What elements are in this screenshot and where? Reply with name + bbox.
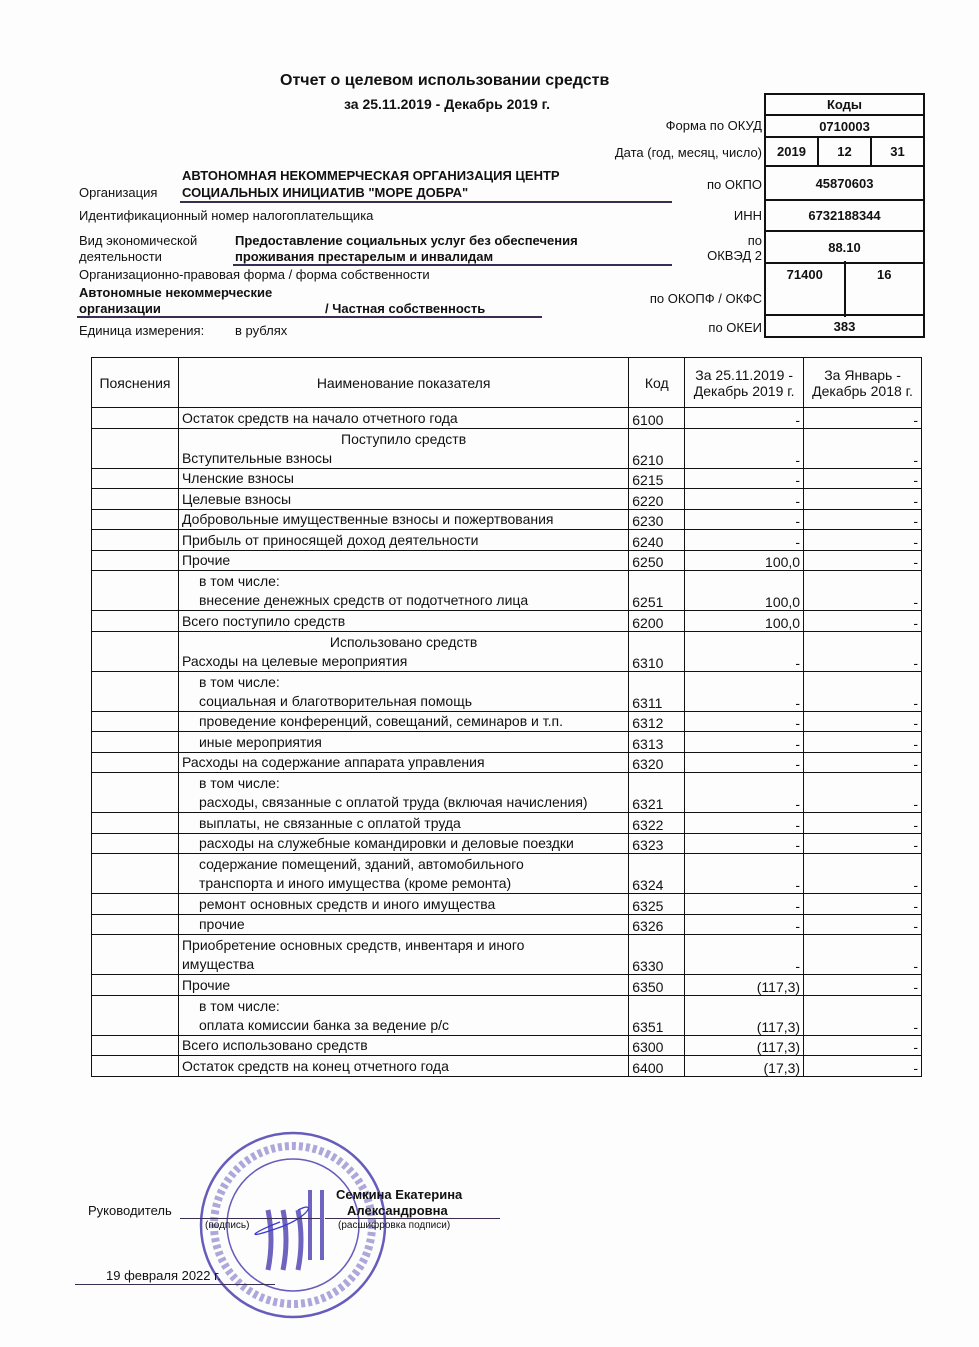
inn-code-label: ИНН (733, 208, 762, 223)
row-name: проведение конференций, совещаний, семинаров и т.п. (198, 713, 563, 729)
table-row (92, 611, 922, 632)
row-name-cell (178, 571, 628, 611)
row-previous-value: - (804, 671, 922, 711)
row-name-cell (178, 611, 628, 632)
date-year: 2019 (777, 144, 806, 159)
row-current-value: - (685, 914, 804, 935)
signature-line (180, 1218, 320, 1219)
okpo-code: 45870603 (815, 175, 874, 191)
row-name-cell (178, 428, 628, 468)
table-row (92, 489, 922, 510)
row-code: 6220 (629, 489, 685, 510)
row-subheading: Поступило средств (341, 430, 467, 447)
table-row (92, 732, 922, 753)
row-code: 6323 (629, 833, 685, 854)
row-previous-value: - (804, 752, 922, 773)
okei-code: 383 (833, 318, 856, 334)
row-name: имущества (181, 956, 255, 972)
report-title: Отчет о целевом использовании средств (280, 72, 610, 89)
row-code: 6321 (629, 773, 685, 813)
activity-label-2: деятельности (79, 249, 162, 264)
row-code: 6230 (629, 509, 685, 530)
row-previous-value: - (804, 408, 922, 429)
row-subheading: в том числе: (198, 573, 280, 589)
row-previous-value: - (804, 530, 922, 551)
table-header-row (92, 358, 922, 408)
signer-name-2: Александровна (347, 1203, 448, 1218)
row-previous-value: - (804, 468, 922, 489)
row-current-value: - (685, 894, 804, 915)
codes-header: Коды (826, 97, 863, 112)
table-row (92, 1056, 922, 1077)
row-name: оплата комиссии банка за ведение р/с (198, 1016, 449, 1033)
row-name-cell (178, 408, 628, 429)
table-row (92, 711, 922, 732)
table-row (92, 935, 922, 975)
report-table (91, 357, 922, 1077)
row-code: 6325 (629, 894, 685, 915)
okopf-code: 71400 (786, 267, 823, 282)
row-previous-value: - (804, 631, 922, 671)
row-code: 6400 (629, 1056, 685, 1077)
row-code: 6322 (629, 813, 685, 834)
table-row (92, 671, 922, 711)
table-row (92, 530, 922, 551)
row-name: внесение денежных средств от подотчетного лица (198, 592, 529, 608)
row-name: Прочие (181, 976, 231, 993)
date-label: Дата (год, месяц, число) (614, 145, 762, 160)
row-name-cell (178, 995, 628, 1035)
inn-code: 6732188344 (808, 208, 881, 223)
row-current-value: - (685, 489, 804, 510)
row-previous-value: - (804, 571, 922, 611)
signature-date: 19 февраля 2022 г. (106, 1268, 221, 1283)
okud-label: Форма по ОКУД (665, 118, 762, 133)
row-previous-value: - (804, 1035, 922, 1056)
row-current-value: 100,0 (685, 611, 804, 632)
table-row (92, 854, 922, 894)
okopf-label: по ОКОПФ / ОКФС (649, 291, 762, 306)
table-row (92, 408, 922, 429)
row-notes (92, 894, 179, 915)
row-subheading: Приобретение основных средств, инвентаря и иного (181, 937, 525, 953)
row-name-cell (178, 854, 628, 894)
activity-line1: Предоставление социальных услуг без обеспечения (235, 233, 578, 248)
table-row (92, 428, 922, 468)
org-underline (180, 201, 672, 203)
col-header-code: Код (629, 358, 685, 408)
row-notes (92, 975, 179, 996)
row-notes (92, 489, 179, 510)
row-code: 6312 (629, 711, 685, 732)
row-name-cell (178, 468, 628, 489)
row-notes (92, 1056, 179, 1077)
table-row (92, 773, 922, 813)
row-name: расходы на служебные командировки и деловые поездки (198, 835, 574, 851)
okud-code: 0710003 (819, 118, 870, 134)
table-row (92, 975, 922, 996)
row-name-cell (178, 732, 628, 753)
row-name-cell (178, 894, 628, 915)
row-notes (92, 530, 179, 551)
row-name-cell (178, 935, 628, 975)
row-previous-value: - (804, 489, 922, 510)
row-name: Вступительные взносы (181, 449, 333, 466)
row-current-value: - (685, 509, 804, 530)
signature-role: Руководитель (88, 1203, 172, 1218)
row-notes (92, 611, 179, 632)
row-notes (92, 671, 179, 711)
row-subheading: в том числе: (198, 775, 280, 791)
row-notes (92, 571, 179, 611)
row-name-cell (178, 773, 628, 813)
row-subheading: Использовано средств (329, 633, 478, 650)
row-name: Расходы на целевые мероприятия (181, 652, 408, 669)
row-name: прочие (198, 916, 245, 932)
row-current-value: - (685, 428, 804, 468)
date-month: 12 (817, 138, 870, 165)
row-name-cell (178, 914, 628, 935)
table-row (92, 833, 922, 854)
row-code: 6210 (629, 428, 685, 468)
row-name-cell (178, 975, 628, 996)
row-current-value: (117,3) (685, 995, 804, 1035)
row-name: Целевые взносы (181, 490, 292, 507)
row-name-cell (178, 489, 628, 510)
row-current-value: - (685, 732, 804, 753)
row-code: 6300 (629, 1035, 685, 1056)
report-period: за 25.11.2019 - Декабрь 2019 г. (344, 96, 550, 112)
okfs-code: 16 (844, 261, 924, 317)
row-notes (92, 935, 179, 975)
row-current-value: - (685, 408, 804, 429)
row-name: Расходы на содержание аппарата управления (181, 754, 485, 770)
org-label: Организация (79, 185, 158, 200)
row-previous-value: - (804, 894, 922, 915)
org-name-line2: СОЦИАЛЬНЫХ ИНИЦИАТИВ "МОРЕ ДОБРА" (182, 185, 469, 200)
row-previous-value: - (804, 833, 922, 854)
codes-box (764, 93, 925, 338)
table-row (92, 509, 922, 530)
row-code: 6311 (629, 671, 685, 711)
row-code: 6250 (629, 550, 685, 571)
okved-label-1: по (747, 233, 762, 248)
row-notes (92, 468, 179, 489)
row-code: 6326 (629, 914, 685, 935)
row-previous-value: - (804, 975, 922, 996)
row-code: 6351 (629, 995, 685, 1035)
row-current-value: - (685, 833, 804, 854)
table-row (92, 550, 922, 571)
row-code: 6200 (629, 611, 685, 632)
legal-underline (77, 316, 542, 318)
table-row (92, 813, 922, 834)
table-row (92, 571, 922, 611)
row-code: 6240 (629, 530, 685, 551)
row-previous-value: - (804, 914, 922, 935)
table-row (92, 1035, 922, 1056)
row-notes (92, 550, 179, 571)
ownership-form: / Частная собственность (325, 301, 486, 316)
row-name: Добровольные имущественные взносы и пожертвования (181, 511, 554, 527)
table-row (92, 995, 922, 1035)
row-name-cell (178, 813, 628, 834)
row-name-cell (178, 631, 628, 671)
row-name: Остаток средств на конец отчетного года (181, 1057, 449, 1074)
row-code: 6313 (629, 732, 685, 753)
row-previous-value: - (804, 1056, 922, 1077)
row-subheading: в том числе: (198, 997, 280, 1014)
row-notes (92, 711, 179, 732)
row-notes (92, 732, 179, 753)
row-current-value: - (685, 468, 804, 489)
date-day: 31 (870, 138, 923, 165)
row-notes (92, 833, 179, 854)
signer-name-1: Семкина Екатерина (336, 1187, 463, 1202)
okved-code: 88.10 (828, 239, 861, 255)
legal-label: Организационно-правовая форма / форма собственности (79, 267, 430, 282)
row-name: Членские взносы (181, 470, 294, 486)
row-previous-value: - (804, 935, 922, 975)
col-header-notes: Пояснения (92, 358, 179, 408)
row-name: Остаток средств на начало отчетного года (181, 409, 458, 426)
name-line (325, 1218, 500, 1219)
okpo-label: по ОКПО (706, 177, 762, 192)
row-previous-value: - (804, 509, 922, 530)
row-name: ремонт основных средств и иного имущества (198, 895, 496, 912)
row-current-value: (117,3) (685, 975, 804, 996)
okved-label-2: ОКВЭД 2 (707, 248, 762, 263)
row-name-cell (178, 1056, 628, 1077)
row-code: 6100 (629, 408, 685, 429)
row-notes (92, 408, 179, 429)
row-previous-value: - (804, 773, 922, 813)
row-name-cell (178, 711, 628, 732)
row-current-value: - (685, 631, 804, 671)
row-previous-value: - (804, 711, 922, 732)
legal-form-line1: Автономные некоммерческие (79, 285, 273, 300)
row-current-value: - (685, 711, 804, 732)
row-previous-value: - (804, 550, 922, 571)
col-header-name: Наименование показателя (178, 358, 628, 408)
row-code: 6350 (629, 975, 685, 996)
org-name-line1: АВТОНОМНАЯ НЕКОММЕРЧЕСКАЯ ОРГАНИЗАЦИЯ ЦЕНТР (182, 168, 560, 183)
col-header-current: За 25.11.2019 - Декабрь 2019 г. (685, 358, 804, 408)
row-current-value: - (685, 935, 804, 975)
row-notes (92, 813, 179, 834)
row-previous-value: - (804, 854, 922, 894)
row-name-cell (178, 550, 628, 571)
row-notes (92, 509, 179, 530)
unit-label: Единица измерения: (79, 323, 205, 338)
row-previous-value: - (804, 732, 922, 753)
row-name: иные мероприятия (198, 733, 322, 750)
activity-label-1: Вид экономической (79, 233, 198, 248)
row-notes (92, 1035, 179, 1056)
row-code: 6320 (629, 752, 685, 773)
row-name-cell (178, 671, 628, 711)
row-name: Всего использовано средств (181, 1037, 368, 1053)
row-notes (92, 995, 179, 1035)
legal-form-line2: организации (79, 301, 161, 316)
row-subheading: в том числе: (198, 673, 280, 690)
row-notes (92, 914, 179, 935)
row-code: 6324 (629, 854, 685, 894)
row-name: Прочие (181, 552, 231, 568)
row-notes (92, 773, 179, 813)
row-name-cell (178, 833, 628, 854)
table-row (92, 894, 922, 915)
row-name: выплаты, не связанные с оплатой труда (198, 814, 461, 831)
activity-line2: проживания престарелым и инвалидам (235, 249, 494, 264)
row-code: 6330 (629, 935, 685, 975)
row-current-value: - (685, 752, 804, 773)
row-notes (92, 631, 179, 671)
row-name-cell (178, 752, 628, 773)
row-current-value: - (685, 854, 804, 894)
inn-label: Идентификационный номер налогоплательщика (79, 208, 374, 223)
row-code: 6251 (629, 571, 685, 611)
row-current-value: - (685, 813, 804, 834)
row-name-cell (178, 530, 628, 551)
table-row (92, 914, 922, 935)
row-previous-value: - (804, 995, 922, 1035)
row-notes (92, 428, 179, 468)
row-name: транспорта и иного имущества (кроме ремонта) (198, 875, 512, 891)
row-previous-value: - (804, 611, 922, 632)
col-header-previous: За Январь - Декабрь 2018 г. (804, 358, 922, 408)
date-line (75, 1284, 275, 1285)
signature-caption: (подпись) (205, 1220, 250, 1231)
row-current-value: (17,3) (685, 1056, 804, 1077)
unit-value: в рублях (235, 323, 288, 338)
row-name: расходы, связанные с оплатой труда (включая начисления) (198, 794, 588, 810)
row-current-value: (117,3) (685, 1035, 804, 1056)
table-row (92, 468, 922, 489)
table-row (92, 631, 922, 671)
row-name: социальная и благотворительная помощь (198, 692, 473, 709)
activity-underline (233, 264, 672, 266)
row-name: Прибыль от приносящей доход деятельности (181, 531, 479, 548)
row-notes (92, 752, 179, 773)
okei-label: по ОКЕИ (708, 320, 762, 335)
row-current-value: 100,0 (685, 571, 804, 611)
table-row (92, 752, 922, 773)
row-previous-value: - (804, 813, 922, 834)
name-caption: (расшифровка подписи) (338, 1220, 451, 1231)
row-previous-value: - (804, 428, 922, 468)
row-code: 6310 (629, 631, 685, 671)
row-subheading: содержание помещений, зданий, автомобильного (198, 856, 524, 872)
row-notes (92, 854, 179, 894)
row-name: Всего поступило средств (181, 612, 346, 629)
row-current-value: - (685, 530, 804, 551)
row-name-cell (178, 509, 628, 530)
row-current-value: 100,0 (685, 550, 804, 571)
row-current-value: - (685, 773, 804, 813)
row-current-value: - (685, 671, 804, 711)
row-code: 6215 (629, 468, 685, 489)
row-name-cell (178, 1035, 628, 1056)
